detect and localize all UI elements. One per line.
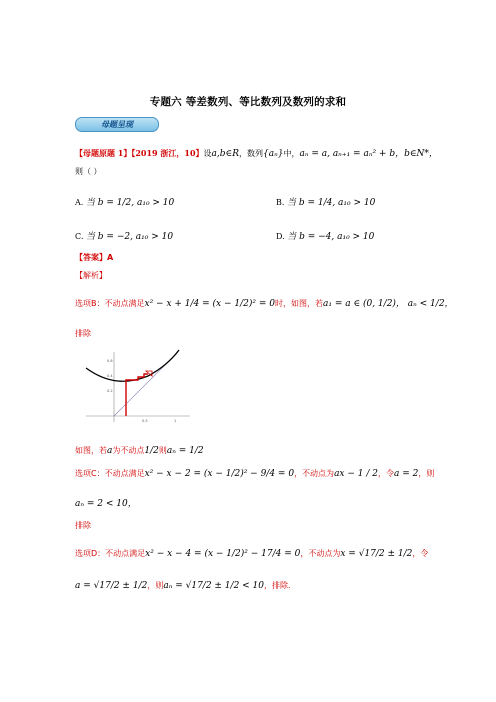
option-b (276, 195, 375, 208)
option-c-label: C. (75, 232, 84, 241)
problem-mid: 中， (283, 149, 300, 158)
cobweb-figure (78, 348, 196, 428)
figure-note (75, 445, 204, 456)
option-a-label: A. (75, 198, 84, 207)
d-analysis-line (75, 548, 428, 559)
option-d-label: D. (276, 232, 285, 241)
y-tick-02: 0.2 (107, 389, 113, 393)
d-result: aₙ = √17/2 ± 1/2 < 10 (163, 581, 265, 591)
problem-ab-set: a,b∈R (211, 149, 239, 159)
c-let: ，令 (377, 469, 394, 478)
d-result-line (75, 580, 291, 591)
problem-tag: 【母题原题 1】【2019 浙江，10】 (75, 148, 204, 158)
d-a-value: a = √17/2 ± 1/2 (75, 581, 148, 591)
problem-domain: ，b∈N*， (395, 149, 438, 159)
problem-seq-name: {aₙ} (262, 149, 284, 159)
option-c (75, 229, 173, 242)
c-mid: ，不动点为 (294, 469, 335, 478)
option-d (276, 229, 374, 242)
d-then: ，则 (147, 581, 164, 590)
fig-note-c: 为不动点 (112, 446, 145, 455)
exclude-c: 排除 (75, 521, 91, 530)
c-result: aₙ = 2 < 10， (75, 499, 137, 509)
option-a (75, 195, 174, 208)
b-tail: 时，如图，若 (274, 299, 323, 308)
option-c-text: 当 b = −2, a₁₀ > 10 (85, 232, 174, 242)
option-d-text: 当 b = −4, a₁₀ > 10 (287, 232, 375, 242)
d-fixed-point: x = √17/2 ± 1/2 (340, 549, 413, 559)
d-end: ，排除. (264, 581, 291, 590)
c-fixed-point: ax − 1 / 2 (334, 469, 378, 479)
fig-note-then: 则 (158, 446, 167, 455)
fig-note-result: aₙ = 1/2 (166, 446, 204, 456)
y-tick-06: 0.6 (107, 359, 113, 363)
analysis-label: 【解析】 (75, 271, 107, 280)
d-let: ，令 (412, 549, 429, 558)
b-head: 选项B：不动点满足 (75, 299, 145, 308)
section-badge: 母题呈现 (75, 117, 159, 132)
option-a-text: 当 b = 1/2, a₁₀ > 10 (85, 198, 175, 208)
c-head: 选项C：不动点满足 (75, 469, 145, 478)
exclude-b: 排除 (75, 329, 91, 338)
c-a-value: a = 2 (393, 469, 419, 479)
d-mid: ，不动点为 (300, 549, 341, 558)
fig-note-var: a (107, 446, 113, 456)
c-analysis-line (75, 468, 434, 479)
problem-seq-text: ，数列 (238, 149, 263, 158)
page-title: 专题六 等差数列、等比数列及数列的求和 (149, 96, 347, 108)
x-tick-05: 0.5 (142, 419, 148, 423)
d-head: 选项D：不动点满足 (75, 549, 146, 558)
y-tick-04: 0.4 (107, 374, 113, 378)
c-equation: x² − x − 2 = (x − 1/2)² − 9/4 = 0 (144, 469, 295, 479)
b-condition: a₁ = a ∈ (0, 1/2)， aₙ < 1/2， (322, 299, 454, 309)
x-tick-1: 1 (174, 419, 177, 423)
problem-recurrence: aₙ = a, aₙ₊₁ = aₙ² + b (299, 149, 396, 159)
problem-ask: 则（ ） (75, 167, 102, 176)
b-equation: x² − x + 1/4 = (x − 1/2)² = 0 (144, 299, 275, 309)
fig-note-half: 1/2 (144, 446, 159, 456)
answer-label: 【答案】A (75, 253, 114, 262)
problem-statement (75, 146, 438, 159)
option-b-text: 当 b = 1/4, a₁₀ > 10 (286, 198, 376, 208)
c-then: ，则 (418, 469, 435, 478)
option-b-label: B. (276, 198, 285, 207)
fig-note-a: 如图，若 (75, 446, 107, 455)
d-equation: x² − x − 4 = (x − 1/2)² − 17/4 = 0 (145, 549, 301, 559)
problem-intro: 设 (203, 149, 212, 158)
c-result-line (75, 496, 137, 509)
b-analysis-line (75, 296, 454, 309)
